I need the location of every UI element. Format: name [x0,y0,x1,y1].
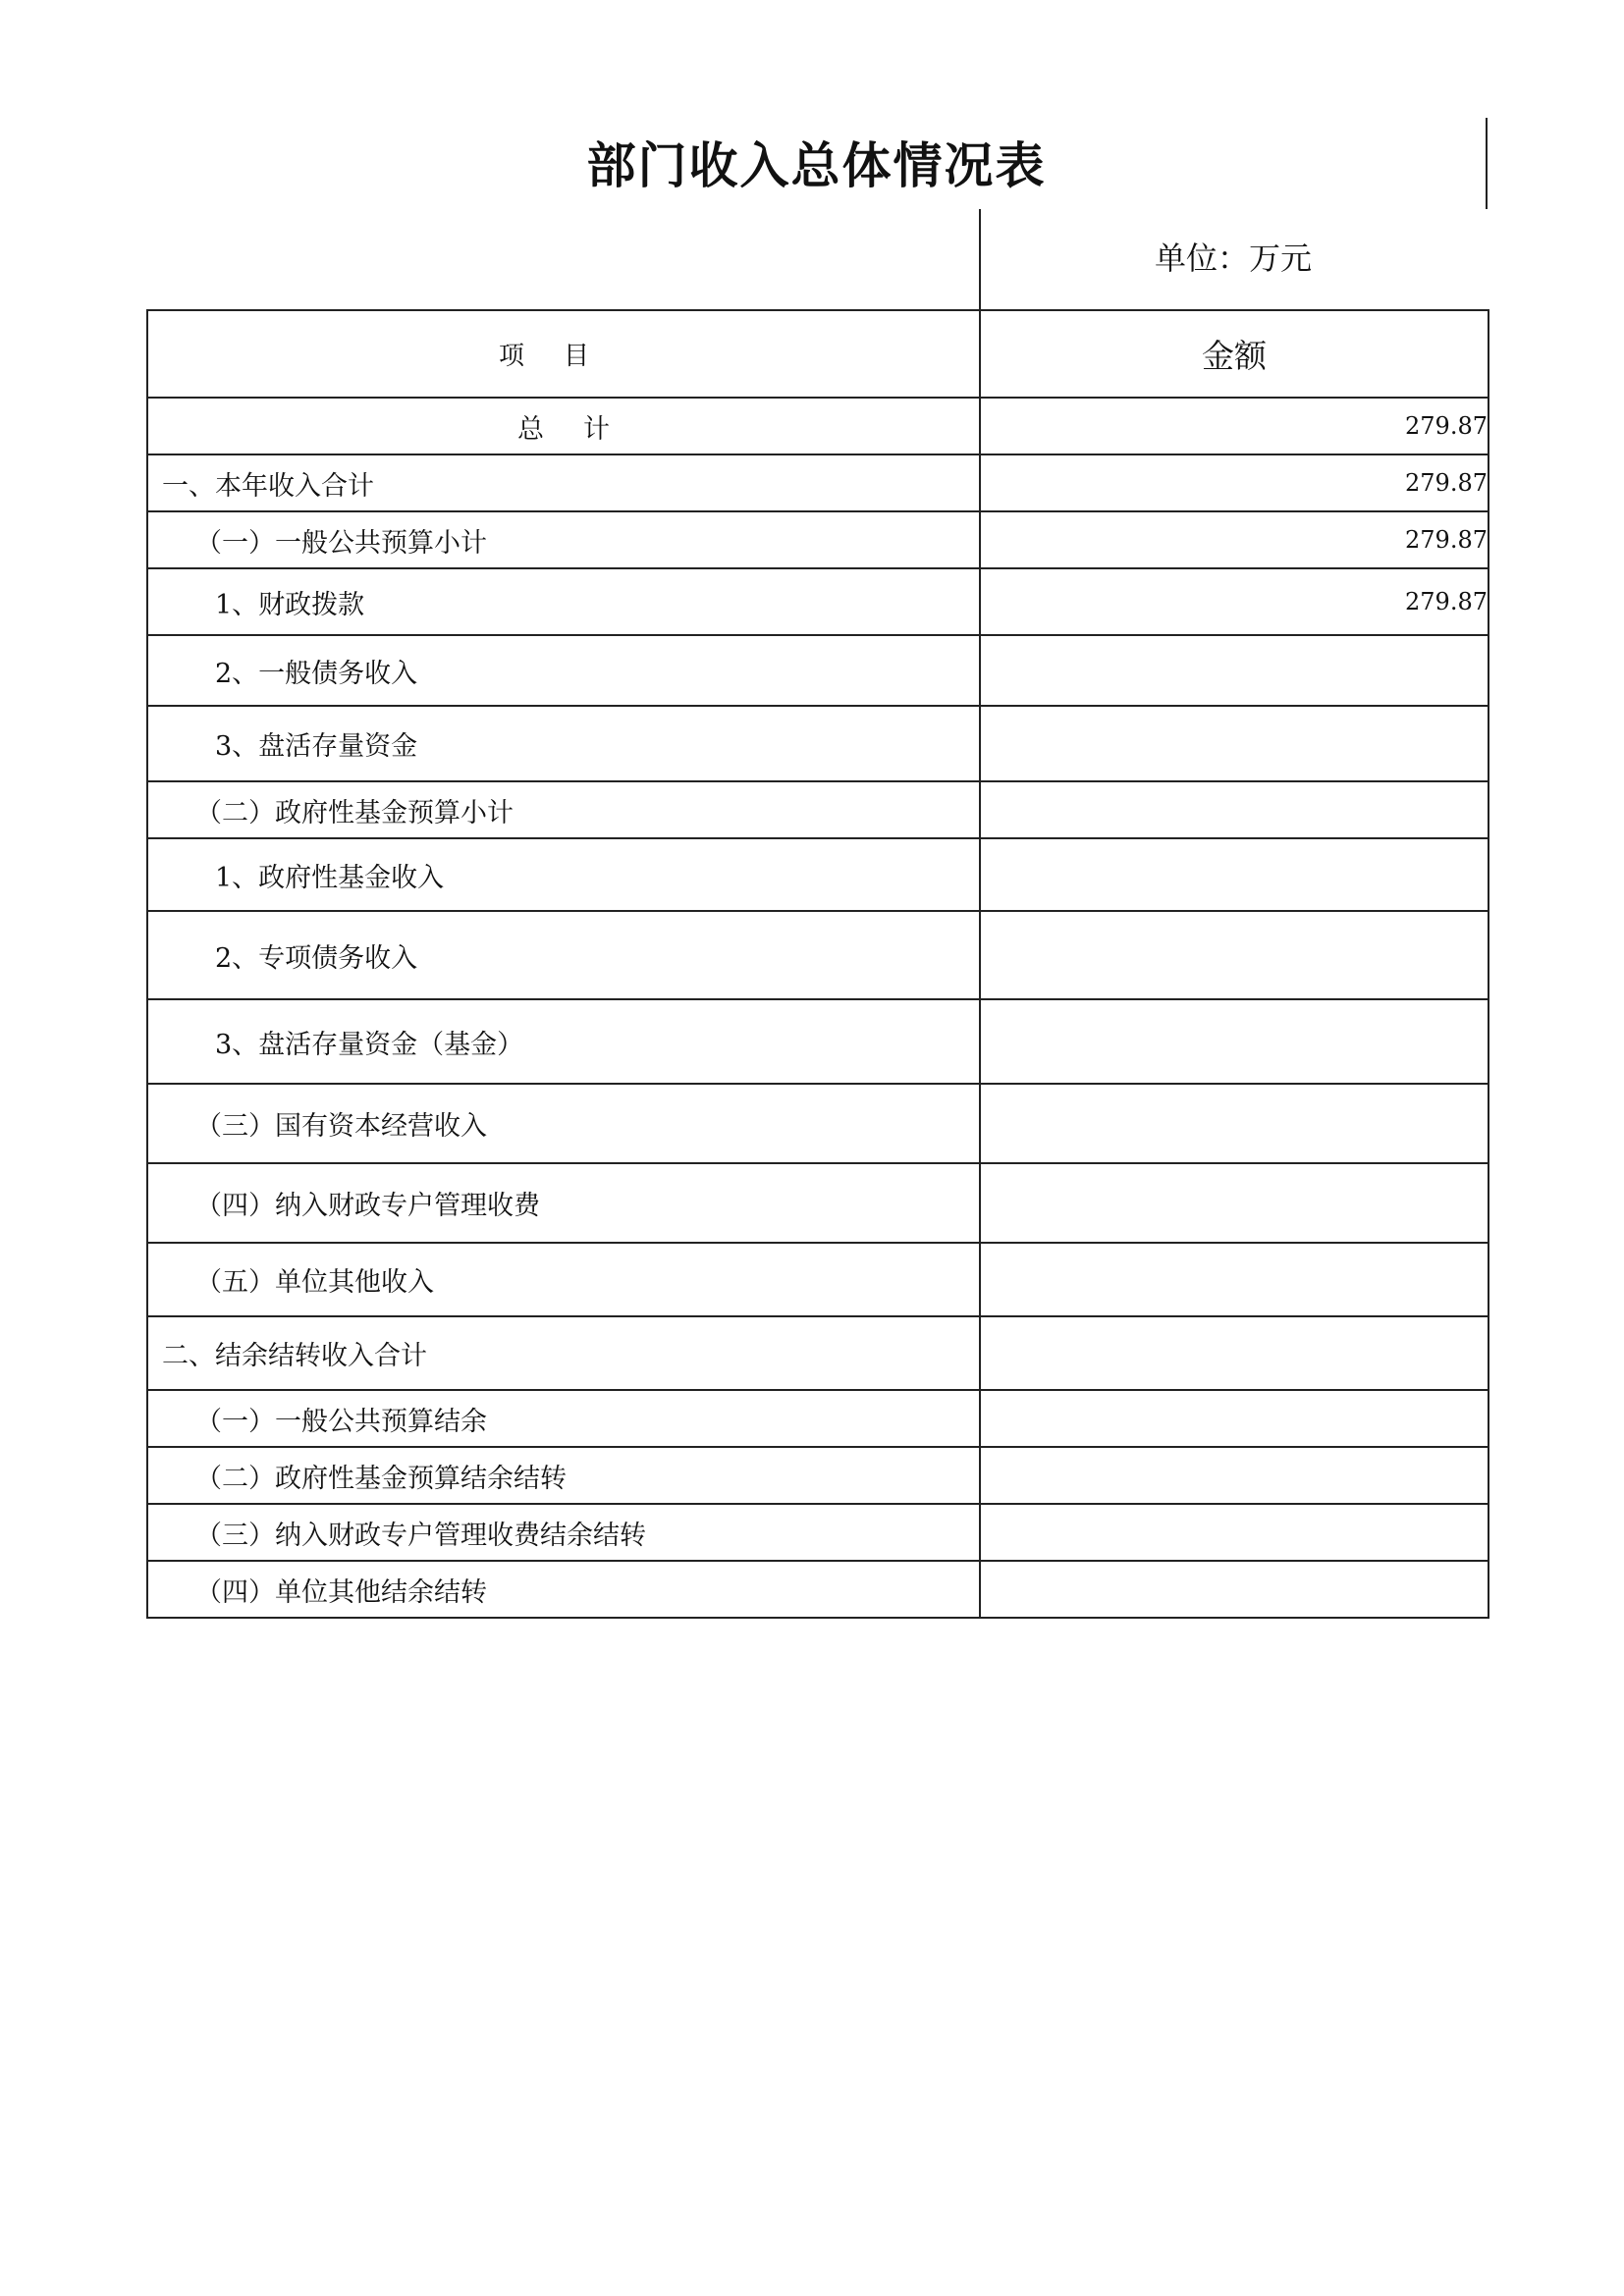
table-row [147,1561,1489,1618]
table-row [147,1316,1489,1390]
row-label: 2、专项债务收入 [147,911,980,999]
row-label: （一）一般公共预算小计 [147,511,980,568]
row-label: （四）纳入财政专户管理收费 [147,1163,980,1243]
header-item: 项目 [147,310,980,398]
row-amount [980,1561,1489,1618]
row-label: 1、财政拨款 [147,568,980,635]
row-amount [980,1243,1489,1316]
page-title: 部门收入总体情况表 [586,137,1047,194]
table-row [147,511,1489,568]
income-table [146,309,1489,1619]
row-amount: 279.87 [980,511,1489,568]
row-amount [980,1504,1489,1561]
table-row [147,568,1489,635]
row-label: 一、本年收入合计 [147,454,980,511]
table-row [147,1084,1489,1163]
title-right-rule [1486,118,1488,209]
table-row [147,1163,1489,1243]
total-row [147,398,1489,454]
row-amount: 279.87 [980,568,1489,635]
table-row [147,1447,1489,1504]
total-amount: 279.87 [980,398,1489,454]
row-label: （二）政府性基金预算小计 [147,781,980,838]
table-row [147,838,1489,911]
table-row [147,911,1489,999]
row-amount [980,1084,1489,1163]
row-amount [980,1316,1489,1390]
row-amount [980,781,1489,838]
row-amount [980,1390,1489,1447]
table-row [147,1243,1489,1316]
row-label: （三）纳入财政专户管理收费结余结转 [147,1504,980,1561]
row-label: 2、一般债务收入 [147,635,980,706]
row-label: 1、政府性基金收入 [147,838,980,911]
table-row [147,781,1489,838]
header-row [147,310,1489,398]
row-amount [980,706,1489,781]
row-amount [980,838,1489,911]
row-label: （四）单位其他结余结转 [147,1561,980,1618]
row-label: 3、盘活存量资金（基金） [147,999,980,1084]
table-row [147,454,1489,511]
table-row [147,635,1489,706]
row-label: （二）政府性基金预算结余结转 [147,1447,980,1504]
row-label: 二、结余结转收入合计 [147,1316,980,1390]
row-amount [980,1163,1489,1243]
row-amount [980,1447,1489,1504]
row-label: （三）国有资本经营收入 [147,1084,980,1163]
table-row [147,706,1489,781]
row-amount: 279.87 [980,454,1489,511]
row-amount [980,635,1489,706]
table-row [147,999,1489,1084]
row-label: 3、盘活存量资金 [147,706,980,781]
unit-label: 单位：万元 [1154,240,1312,277]
header-amount: 金额 [980,310,1489,398]
table-row [147,1504,1489,1561]
total-label: 总计 [147,398,980,454]
row-amount [980,911,1489,999]
row-label: （五）单位其他收入 [147,1243,980,1316]
row-amount [980,999,1489,1084]
table-row [147,1390,1489,1447]
row-label: （一）一般公共预算结余 [147,1390,980,1447]
